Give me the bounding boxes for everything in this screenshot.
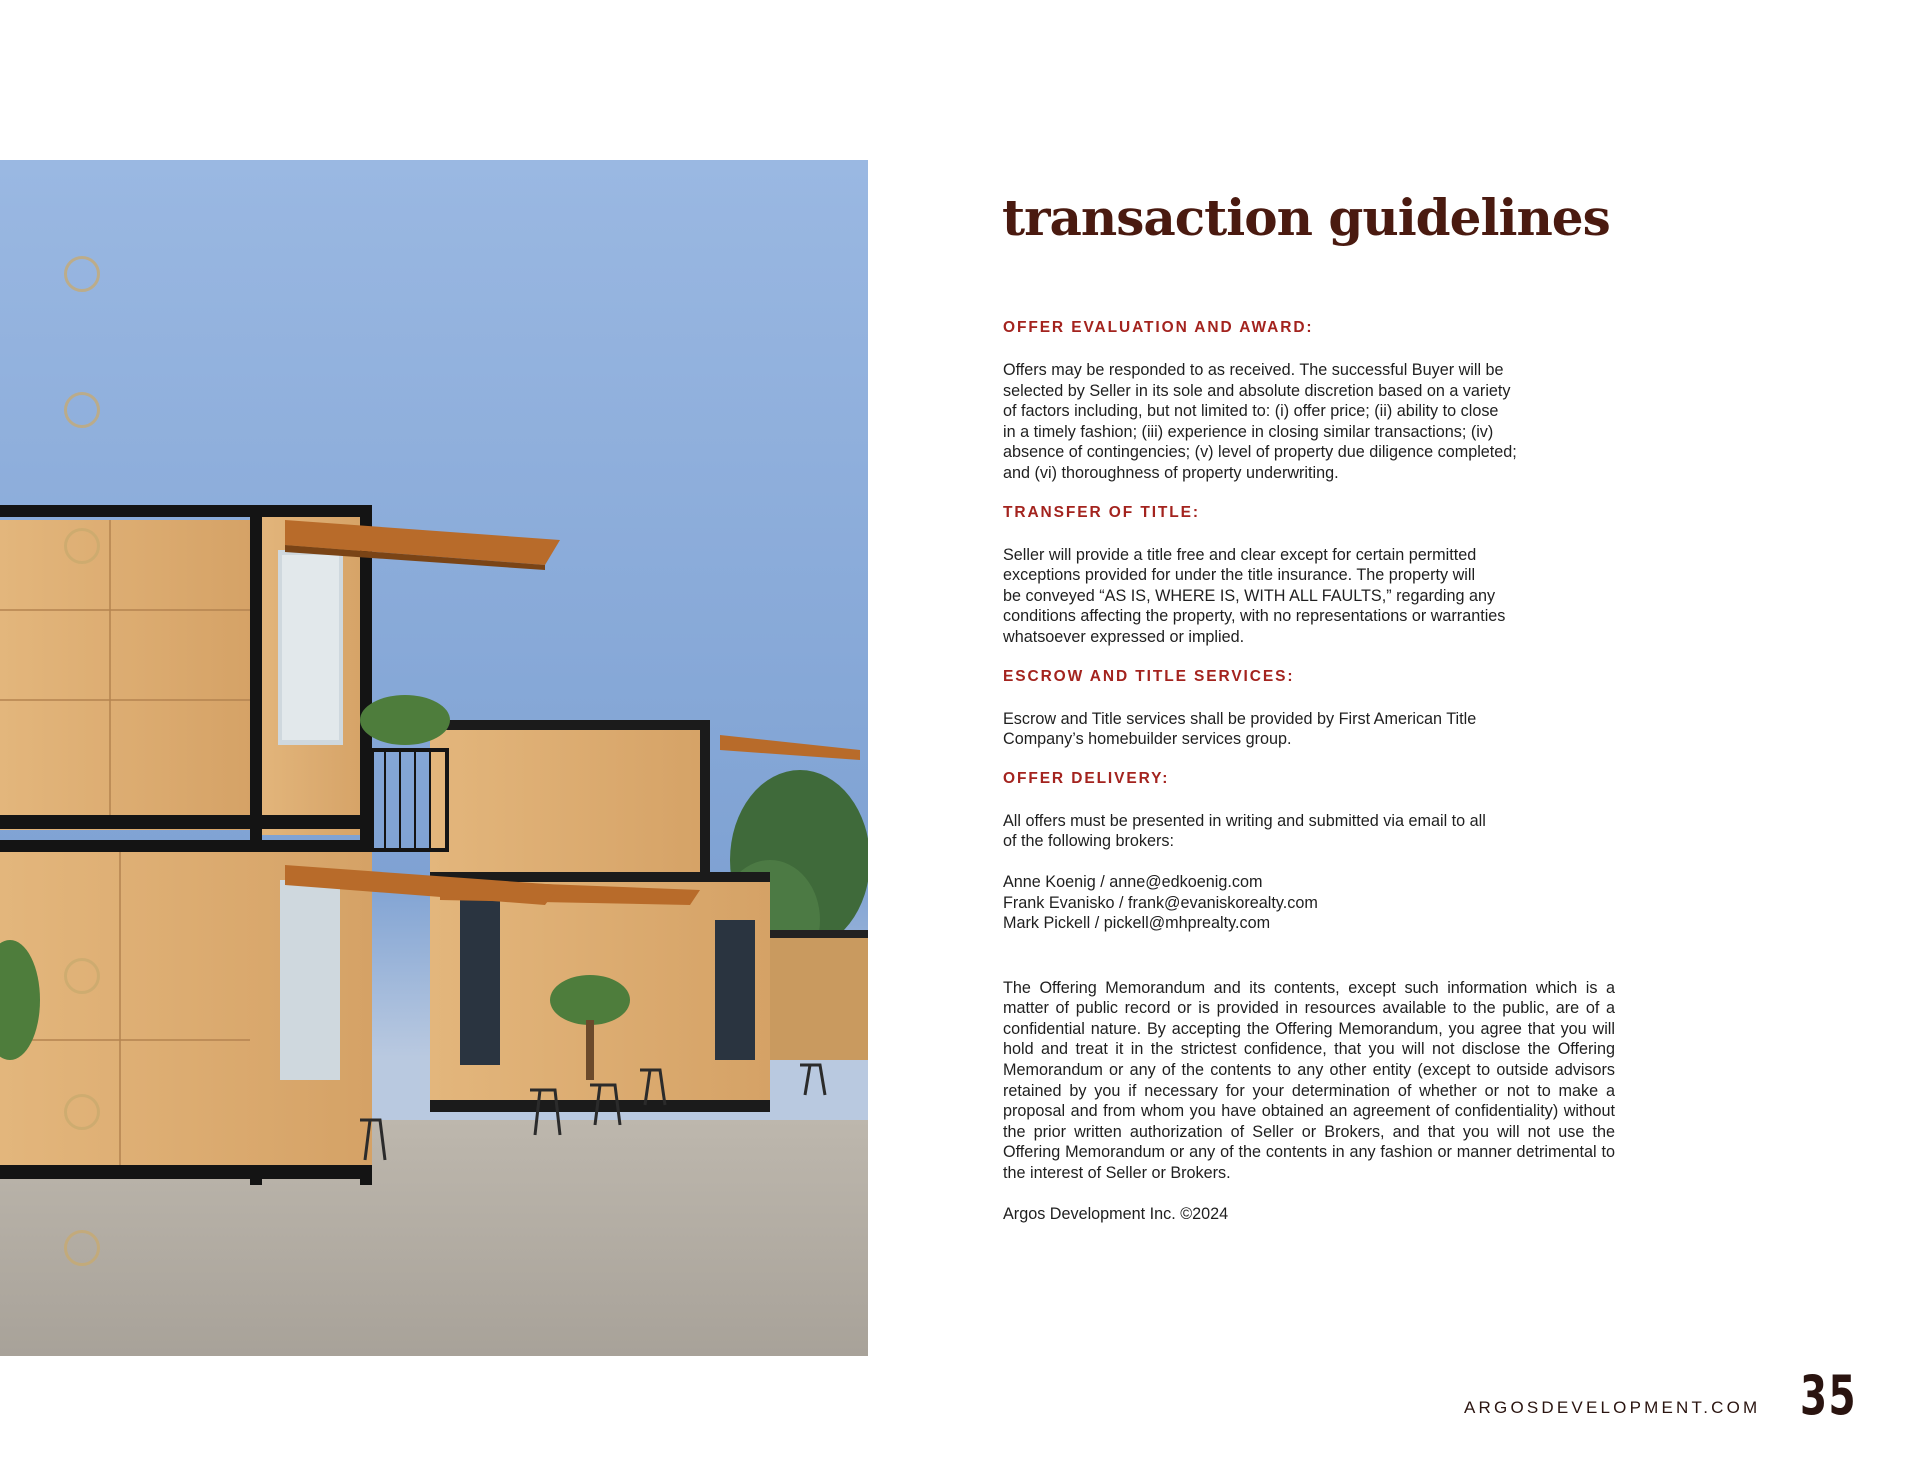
section-body: All offers must be presented in writing and submitted via email to all of the following brokers: [1003, 811, 1486, 851]
section-body: Offers may be responded to as received. The successful Buyer will be selected by Seller in its sole and absolute discretion based on a variety of factors including, but not limited to: (i) offer price; (ii) ability to close in a timely fashion; (iii) experience in closing similar transactions; (iv) absence of contingencies; (v) level of property due diligence completed; and (vi) thoroughness of property underwriting. [1003, 361, 1517, 482]
section-transfer-of-title [1003, 503, 1615, 648]
section-title: ESCROW AND TITLE SERVICES: [1003, 667, 1295, 685]
broker-contact: Anne Koenig / anne@edkoenig.com [1003, 872, 1263, 891]
content-column [1003, 318, 1615, 1224]
section-body: Seller will provide a title free and clear except for certain permitted exceptions provided for under the title insurance. The property will be conveyed “AS IS, WHERE IS, WITH ALL FAULTS,” regarding any conditions affecting the property, with no representations or warranties whatsoever expressed or implied. [1003, 545, 1506, 646]
binder-ring-icon [64, 958, 100, 994]
section-title: OFFER DELIVERY: [1003, 769, 1170, 787]
confidentiality-disclaimer: The Offering Memorandum and its contents, except such information which is a matter of public record or is provided in resources available to the public, are of a confidential nature. By accepting the Offering Memorandum, you agree that you will hold and treat it in the strictest confidence, that you will not disclose the Offering Memorandum or any of the contents to any other entity (except to outside advisors retained by you if necessary for your determination of whether or not to make a proposal and from whom you have obtained an agreement of confidentiality) without the prior written authorization of Seller or Brokers, and that you will not use the Offering Memorandum or any of the contents in any fashion or manner detrimental to the interest of Seller or Brokers. [1003, 978, 1615, 1183]
binder-ring-icon [64, 1230, 100, 1266]
copyright-notice: Argos Development Inc. ©2024 [1003, 1204, 1229, 1223]
binder-ring-icon [64, 392, 100, 428]
footer-website: ARGOSDEVELOPMENT.COM [1464, 1398, 1761, 1417]
section-offer-evaluation [1003, 318, 1615, 484]
broker-list [1003, 872, 1615, 934]
section-title: OFFER EVALUATION AND AWARD: [1003, 319, 1314, 336]
section-escrow-title-services [1003, 667, 1615, 750]
binder-ring-icon [64, 528, 100, 564]
binder-ring-icon [64, 1094, 100, 1130]
broker-contact: Frank Evanisko / frank@evaniskorealty.com [1003, 893, 1318, 912]
section-offer-delivery [1003, 769, 1615, 852]
page-title: transaction guidelines [1002, 188, 1610, 247]
binder-ring-icon [64, 256, 100, 292]
section-title: TRANSFER OF TITLE: [1003, 503, 1200, 521]
photo-illustration [0, 160, 868, 1356]
container-homes-photo [0, 160, 868, 1356]
section-body: Escrow and Title services shall be provided by First American Title Company’s homebuilder services group. [1003, 709, 1477, 749]
page-number: 35 [1800, 1364, 1857, 1427]
broker-contact: Mark Pickell / pickell@mhprealty.com [1003, 914, 1271, 933]
